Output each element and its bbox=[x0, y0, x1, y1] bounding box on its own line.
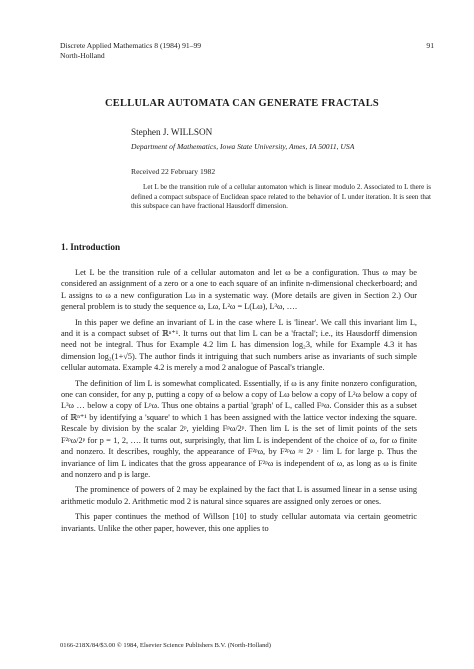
page-number: 91 bbox=[426, 41, 434, 50]
paragraph: This paper continues the method of Willson [10] to study cellular automata via certain geometric invariants. Unlike the other paper, however, this one applies to bbox=[61, 512, 417, 533]
paper-title: CELLULAR AUTOMATA CAN GENERATE FRACTALS bbox=[105, 98, 379, 109]
paragraph: The definition of lim L is somewhat complicated. Essentially, if ω is any finite nonzero configuration, one can consider, for any p, putting a copy of ω below a copy of Lω below a copy of L²ω below a copy of L³ω … below a copy of Lᵖω. Thus one obtains a partial 'graph' of L, called Fᵖω. Consider this as a subset of ℝⁿ⁺¹ by identifying a 'square' to which 1 has been assigned with the lattice vector indexing the square. Rescale by division by the scalar 2ᵖ, yielding Fᵖω/2ᵖ. Then lim L is the set of limit points of the sets F²ᵖω/2ᵖ for p = 1, 2, …. It turns out, surprisingly, that lim L is independent of the choice of ω, for ω finite and nonzero. It describes, roughly, the appearance of F²ᵖω, by F²ᵖω ≈ 2ᵖ · lim L for large p. Thus the invariance of lim L indicates that the gross appearance of F²ᵖω is independent of ω, as long as ω is finite and nonzero and p is large. bbox=[61, 378, 417, 479]
journal-header bbox=[60, 41, 201, 61]
copyright-footer: 0166-218X/84/$3.00 © 1984, Elsevier Science Publishers B.V. (North-Holland) bbox=[60, 642, 271, 649]
author: Stephen J. WILLSON bbox=[131, 127, 213, 137]
body-text bbox=[61, 267, 417, 538]
paragraph: Let L be the transition rule of a cellular automaton and let ω be a configuration. Thus ω may be considered an assignment of a zero or a one to each square of an infinite n-dimensional checkerboard; and L assigns to ω a new configuration Lω in a systematic way. (More details are given in Section 2.) Our general problem is to study the sequence ω, Lω, L²ω = L(Lω), L³ω, …. bbox=[61, 268, 417, 312]
abstract bbox=[131, 183, 431, 212]
received-date: Received 22 February 1982 bbox=[131, 167, 216, 176]
section-heading: 1. Introduction bbox=[61, 242, 121, 252]
paragraph: The prominence of powers of 2 may be explained by the fact that L is assumed linear in a sense using arithmetic modulo 2. Arithmetic mod 2 is natural since squares are assigned only zeroes or ones. bbox=[61, 485, 417, 506]
affiliation: Department of Mathematics, Iowa State University, Ames, IA 50011, USA bbox=[131, 142, 355, 151]
paragraph: In this paper we define an invariant of L in the case where L is 'linear'. We call this invariant lim L, and it is a compact subset of ℝⁿ⁺¹. It turns out that lim L can be a 'fractal'; i.e., its Hausdorff dimension need not be integral. Thus for Example 4.2 lim L has dimension log₂3, while for Example 4.3 it has dimension log₂(1+√5). The author finds it intriguing that such numbers arise as invariants of such simple cellular automata. Example 4.2 is merely a mod 2 analogue of Pascal's triangle. bbox=[61, 317, 417, 373]
journal-citation: Discrete Applied Mathematics 8 (1984) 91–99 bbox=[60, 41, 202, 50]
abstract-text: Let L be the transition rule of a cellular automaton which is linear modulo 2. Associated to L there is defined a compact subspace of Euclidean space related to the behavior of L under iteration. It is seen that this subspace can have fractional Hausdorff dimension. bbox=[131, 183, 431, 210]
publisher: North-Holland bbox=[60, 51, 105, 60]
